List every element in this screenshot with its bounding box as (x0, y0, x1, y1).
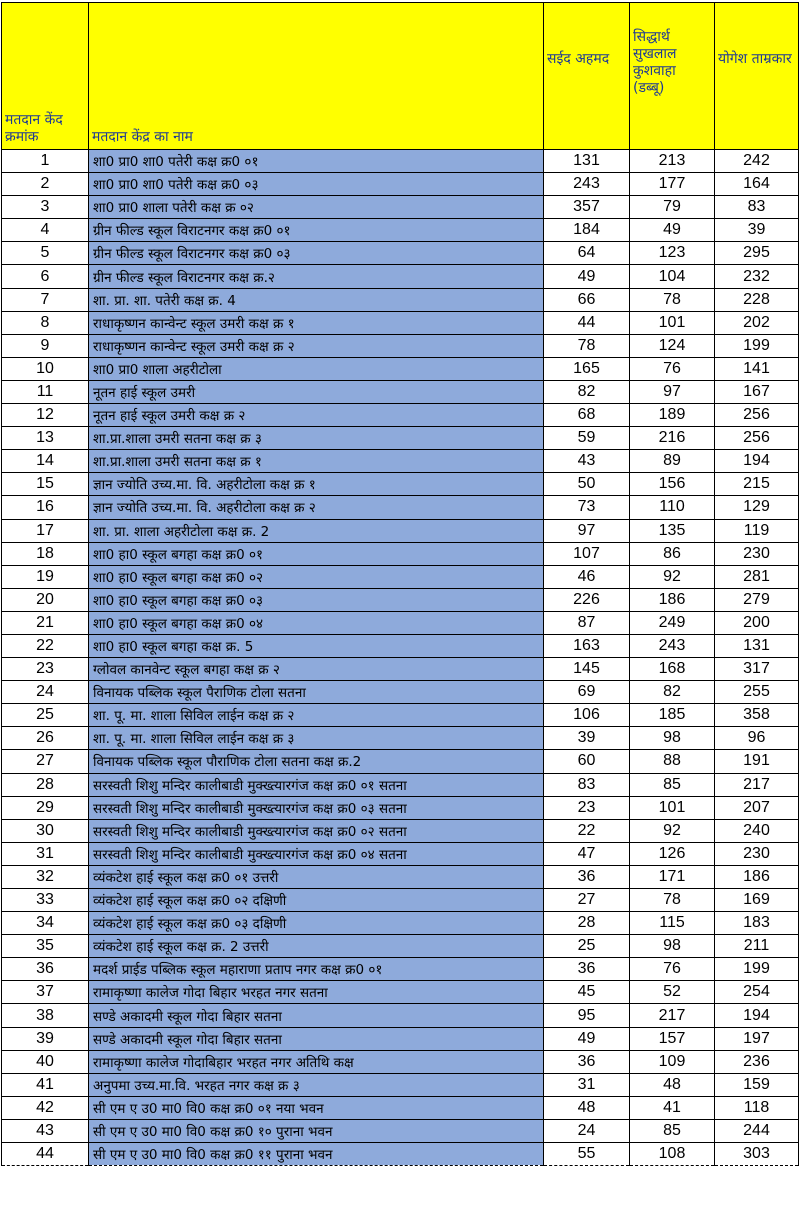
candidate-2-votes-cell: 89 (630, 450, 715, 473)
booth-number-cell: 38 (2, 1004, 89, 1027)
candidate-2-votes-cell: 124 (630, 334, 715, 357)
candidate-3-votes-cell: 358 (715, 704, 799, 727)
candidate-1-votes-cell: 39 (544, 727, 630, 750)
candidate-2-votes-cell: 216 (630, 427, 715, 450)
candidate-3-votes-cell: 228 (715, 288, 799, 311)
candidate-3-votes-cell: 164 (715, 173, 799, 196)
candidate-1-votes-cell: 36 (544, 958, 630, 981)
candidate-1-votes-cell: 27 (544, 889, 630, 912)
candidate-1-votes-cell: 78 (544, 334, 630, 357)
candidate-2-votes-cell: 104 (630, 265, 715, 288)
candidate-3-votes-cell: 230 (715, 842, 799, 865)
booth-number-cell: 10 (2, 357, 89, 380)
booth-number-cell: 1 (2, 150, 89, 173)
candidate-2-votes-cell: 101 (630, 796, 715, 819)
table-row (2, 288, 799, 311)
booth-name-cell: शा0 हा0 स्कूल बगहा कक्ष क्र. 5 (89, 634, 544, 657)
table-row (2, 357, 799, 380)
candidate-1-votes-cell: 43 (544, 450, 630, 473)
table-row (2, 935, 799, 958)
booth-name-cell: रामाकृष्णा कालेज गोदा बिहार भरहत नगर सतना (89, 981, 544, 1004)
candidate-3-votes-cell: 119 (715, 519, 799, 542)
booth-number-cell: 23 (2, 658, 89, 681)
booth-name-cell: नूतन हाई स्कूल उमरी (89, 380, 544, 403)
candidate-2-votes-cell: 108 (630, 1143, 715, 1166)
table-row (2, 865, 799, 888)
table-row (2, 819, 799, 842)
candidate-3-votes-cell: 199 (715, 334, 799, 357)
booth-number-cell: 33 (2, 889, 89, 912)
candidate-2-votes-cell: 156 (630, 473, 715, 496)
table-row (2, 912, 799, 935)
candidate-1-votes-cell: 36 (544, 865, 630, 888)
booth-name-cell: शा0 हा0 स्कूल बगहा कक्ष क्र0 ०३ (89, 588, 544, 611)
table-row (2, 981, 799, 1004)
candidate-2-votes-cell: 115 (630, 912, 715, 935)
table-row (2, 658, 799, 681)
header-row (2, 3, 799, 150)
candidate-2-votes-cell: 185 (630, 704, 715, 727)
booth-number-cell: 29 (2, 796, 89, 819)
table-row (2, 1119, 799, 1142)
booth-name-cell: शा0 हा0 स्कूल बगहा कक्ष क्र0 ०२ (89, 565, 544, 588)
table-row (2, 334, 799, 357)
candidate-1-votes-cell: 44 (544, 311, 630, 334)
table-row (2, 681, 799, 704)
candidate-3-votes-cell: 217 (715, 773, 799, 796)
booth-number-cell: 21 (2, 611, 89, 634)
booth-number-cell: 44 (2, 1143, 89, 1166)
booth-name-cell: शा. प्रा. शा. पतेरी कक्ष क्र. 4 (89, 288, 544, 311)
booth-number-cell: 39 (2, 1027, 89, 1050)
header-candidate-3: योगेश ताम्रकार (715, 3, 799, 150)
booth-name-cell: विनायक पब्लिक स्कूल पैराणिक टोला सतना (89, 681, 544, 704)
candidate-2-votes-cell: 78 (630, 288, 715, 311)
booth-name-cell: ग्रीन फील्ड स्कूल विराटनगर कक्ष क्र0 ०३ (89, 242, 544, 265)
booth-name-cell: राधाकृष्णन कान्वेन्ट स्कूल उमरी कक्ष क्र २ (89, 334, 544, 357)
candidate-2-votes-cell: 177 (630, 173, 715, 196)
booth-number-cell: 14 (2, 450, 89, 473)
table-row (2, 1073, 799, 1096)
booth-name-cell: रामाकृष्णा कालेज गोदाबिहार भरहत नगर अतिथि कक्ष (89, 1050, 544, 1073)
candidate-1-votes-cell: 60 (544, 750, 630, 773)
candidate-3-votes-cell: 129 (715, 496, 799, 519)
booth-name-cell: शा.प्रा.शाला उमरी सतना कक्ष क्र ३ (89, 427, 544, 450)
candidate-3-votes-cell: 279 (715, 588, 799, 611)
booth-number-cell: 6 (2, 265, 89, 288)
booth-name-cell: ग्रीन फील्ड स्कूल विराटनगर कक्ष क्र.२ (89, 265, 544, 288)
candidate-2-votes-cell: 86 (630, 542, 715, 565)
table-body (2, 150, 799, 1166)
booth-name-cell: सण्डे अकादमी स्कूल गोदा बिहार सतना (89, 1027, 544, 1050)
table-row (2, 958, 799, 981)
table-row (2, 473, 799, 496)
table-row (2, 1050, 799, 1073)
table-row (2, 542, 799, 565)
candidate-2-votes-cell: 186 (630, 588, 715, 611)
candidate-2-votes-cell: 101 (630, 311, 715, 334)
booth-name-cell: सी एम ए उ0 मा0 वि0 कक्ष क्र0 ११ पुराना भवन (89, 1143, 544, 1166)
candidate-2-votes-cell: 49 (630, 219, 715, 242)
booth-name-cell: शा0 प्रा0 शाला पतेरी कक्ष क्र ०२ (89, 196, 544, 219)
candidate-1-votes-cell: 25 (544, 935, 630, 958)
candidate-3-votes-cell: 199 (715, 958, 799, 981)
candidate-3-votes-cell: 194 (715, 1004, 799, 1027)
candidate-2-votes-cell: 110 (630, 496, 715, 519)
candidate-3-votes-cell: 256 (715, 427, 799, 450)
candidate-2-votes-cell: 98 (630, 935, 715, 958)
candidate-3-votes-cell: 317 (715, 658, 799, 681)
candidate-3-votes-cell: 244 (715, 1119, 799, 1142)
booth-number-cell: 30 (2, 819, 89, 842)
booth-name-cell: सण्डे अकादमी स्कूल गोदा बिहार सतना (89, 1004, 544, 1027)
candidate-2-votes-cell: 135 (630, 519, 715, 542)
candidate-3-votes-cell: 191 (715, 750, 799, 773)
candidate-1-votes-cell: 64 (544, 242, 630, 265)
candidate-2-votes-cell: 85 (630, 1119, 715, 1142)
booth-number-cell: 9 (2, 334, 89, 357)
table-row (2, 1143, 799, 1166)
candidate-2-votes-cell: 126 (630, 842, 715, 865)
candidate-1-votes-cell: 73 (544, 496, 630, 519)
header-candidate-2: सिद्धार्थ सुखलाल कुशवाहा (डब्बू) (630, 3, 715, 150)
candidate-1-votes-cell: 131 (544, 150, 630, 173)
candidate-3-votes-cell: 255 (715, 681, 799, 704)
table-row (2, 173, 799, 196)
booth-number-cell: 15 (2, 473, 89, 496)
candidate-3-votes-cell: 281 (715, 565, 799, 588)
booth-number-cell: 35 (2, 935, 89, 958)
candidate-2-votes-cell: 157 (630, 1027, 715, 1050)
candidate-1-votes-cell: 23 (544, 796, 630, 819)
booth-name-cell: शा0 प्रा0 शा0 पतेरी कक्ष क्र0 ०१ (89, 150, 544, 173)
booth-name-cell: अनुपमा उच्य.मा.वि. भरहत नगर कक्ष क्र ३ (89, 1073, 544, 1096)
booth-name-cell: ज्ञान ज्योति उच्य.मा. वि. अहरीटोला कक्ष क्र २ (89, 496, 544, 519)
booth-number-cell: 2 (2, 173, 89, 196)
booth-number-cell: 27 (2, 750, 89, 773)
booth-number-cell: 18 (2, 542, 89, 565)
candidate-3-votes-cell: 159 (715, 1073, 799, 1096)
booth-name-cell: शा. पू. मा. शाला सिविल लाईन कक्ष क्र ३ (89, 727, 544, 750)
candidate-2-votes-cell: 92 (630, 819, 715, 842)
candidate-2-votes-cell: 88 (630, 750, 715, 773)
booth-number-cell: 26 (2, 727, 89, 750)
candidate-2-votes-cell: 76 (630, 357, 715, 380)
table-row (2, 311, 799, 334)
candidate-3-votes-cell: 202 (715, 311, 799, 334)
candidate-1-votes-cell: 59 (544, 427, 630, 450)
booth-name-cell: शा.प्रा.शाला उमरी सतना कक्ष क्र १ (89, 450, 544, 473)
booth-name-cell: व्यंकटेश हाई स्कूल कक्ष क्र0 ०१ उत्तरी (89, 865, 544, 888)
candidate-1-votes-cell: 97 (544, 519, 630, 542)
candidate-3-votes-cell: 230 (715, 542, 799, 565)
booth-name-cell: मदर्श प्राईड पब्लिक स्कूल महाराणा प्रताप नगर कक्ष क्र0 ०१ (89, 958, 544, 981)
booth-name-cell: शा. प्रा. शाला अहरीटोला कक्ष क्र. 2 (89, 519, 544, 542)
table-row (2, 496, 799, 519)
booth-name-cell: ग्रीन फील्ड स्कूल विराटनगर कक्ष क्र0 ०१ (89, 219, 544, 242)
booth-name-cell: विनायक पब्लिक स्कूल पौराणिक टोला सतना कक्ष क्र.2 (89, 750, 544, 773)
candidate-2-votes-cell: 41 (630, 1096, 715, 1119)
candidate-1-votes-cell: 145 (544, 658, 630, 681)
table-row (2, 219, 799, 242)
booth-number-cell: 7 (2, 288, 89, 311)
table-row (2, 404, 799, 427)
booth-name-cell: सरस्वती शिशु मन्दिर कालीबाडी मुक्ख्त्यारगंज कक्ष क्र0 ०३ सतना (89, 796, 544, 819)
candidate-2-votes-cell: 92 (630, 565, 715, 588)
booth-number-cell: 37 (2, 981, 89, 1004)
booth-number-cell: 19 (2, 565, 89, 588)
booth-name-cell: सी एम ए उ0 मा0 वि0 कक्ष क्र0 ०१ नया भवन (89, 1096, 544, 1119)
candidate-2-votes-cell: 98 (630, 727, 715, 750)
candidate-3-votes-cell: 211 (715, 935, 799, 958)
table-row (2, 842, 799, 865)
candidate-1-votes-cell: 226 (544, 588, 630, 611)
candidate-2-votes-cell: 82 (630, 681, 715, 704)
table-row (2, 150, 799, 173)
candidate-3-votes-cell: 240 (715, 819, 799, 842)
candidate-1-votes-cell: 46 (544, 565, 630, 588)
candidate-3-votes-cell: 236 (715, 1050, 799, 1073)
candidate-2-votes-cell: 249 (630, 611, 715, 634)
candidate-3-votes-cell: 167 (715, 380, 799, 403)
candidate-3-votes-cell: 207 (715, 796, 799, 819)
booth-name-cell: नूतन हाई स्कूल उमरी कक्ष क्र २ (89, 404, 544, 427)
booth-number-cell: 5 (2, 242, 89, 265)
booth-number-cell: 43 (2, 1119, 89, 1142)
table-row (2, 450, 799, 473)
table-row (2, 242, 799, 265)
table-row (2, 265, 799, 288)
booth-name-cell: व्यंकटेश हाई स्कूल कक्ष क्र0 ०२ दक्षिणी (89, 889, 544, 912)
candidate-2-votes-cell: 97 (630, 380, 715, 403)
booth-name-cell: सरस्वती शिशु मन्दिर कालीबाडी मुक्ख्त्यारगंज कक्ष क्र0 ०१ सतना (89, 773, 544, 796)
booth-number-cell: 25 (2, 704, 89, 727)
table-row (2, 1004, 799, 1027)
table-row (2, 704, 799, 727)
booth-number-cell: 40 (2, 1050, 89, 1073)
booth-name-cell: शा0 हा0 स्कूल बगहा कक्ष क्र0 ०४ (89, 611, 544, 634)
candidate-2-votes-cell: 48 (630, 1073, 715, 1096)
candidate-3-votes-cell: 295 (715, 242, 799, 265)
booth-number-cell: 41 (2, 1073, 89, 1096)
table-row (2, 565, 799, 588)
candidate-3-votes-cell: 118 (715, 1096, 799, 1119)
candidate-1-votes-cell: 48 (544, 1096, 630, 1119)
candidate-1-votes-cell: 184 (544, 219, 630, 242)
table-row (2, 196, 799, 219)
booth-number-cell: 42 (2, 1096, 89, 1119)
header-booth-no: मतदान केंद क्रमांक (2, 3, 89, 150)
candidate-1-votes-cell: 165 (544, 357, 630, 380)
header-booth-name: मतदान केंद्र का नाम (89, 3, 544, 150)
booth-name-cell: शा0 हा0 स्कूल बगहा कक्ष क्र0 ०१ (89, 542, 544, 565)
candidate-2-votes-cell: 85 (630, 773, 715, 796)
booth-name-cell: सरस्वती शिशु मन्दिर कालीबाडी मुक्ख्त्यारगंज कक्ष क्र0 ०४ सतना (89, 842, 544, 865)
table-row (2, 427, 799, 450)
booth-name-cell: शा0 प्रा0 शा0 पतेरी कक्ष क्र0 ०३ (89, 173, 544, 196)
booth-number-cell: 20 (2, 588, 89, 611)
candidate-1-votes-cell: 106 (544, 704, 630, 727)
candidate-1-votes-cell: 24 (544, 1119, 630, 1142)
candidate-1-votes-cell: 107 (544, 542, 630, 565)
candidate-1-votes-cell: 36 (544, 1050, 630, 1073)
candidate-1-votes-cell: 55 (544, 1143, 630, 1166)
table-row (2, 1096, 799, 1119)
booth-number-cell: 22 (2, 634, 89, 657)
booth-number-cell: 28 (2, 773, 89, 796)
candidate-3-votes-cell: 39 (715, 219, 799, 242)
candidate-1-votes-cell: 22 (544, 819, 630, 842)
table-row (2, 750, 799, 773)
candidate-3-votes-cell: 197 (715, 1027, 799, 1050)
candidate-1-votes-cell: 69 (544, 681, 630, 704)
table-row (2, 519, 799, 542)
candidate-2-votes-cell: 217 (630, 1004, 715, 1027)
candidate-2-votes-cell: 78 (630, 889, 715, 912)
booth-name-cell: शा. पू. मा. शाला सिविल लाईन कक्ष क्र २ (89, 704, 544, 727)
booth-number-cell: 31 (2, 842, 89, 865)
booth-number-cell: 36 (2, 958, 89, 981)
candidate-3-votes-cell: 83 (715, 196, 799, 219)
candidate-1-votes-cell: 87 (544, 611, 630, 634)
booth-name-cell: व्यंकटेश हाई स्कूल कक्ष क्र0 ०३ दक्षिणी (89, 912, 544, 935)
candidate-1-votes-cell: 50 (544, 473, 630, 496)
results-table (1, 2, 799, 1166)
candidate-3-votes-cell: 141 (715, 357, 799, 380)
booth-number-cell: 8 (2, 311, 89, 334)
candidate-3-votes-cell: 186 (715, 865, 799, 888)
candidate-2-votes-cell: 171 (630, 865, 715, 888)
table-row (2, 796, 799, 819)
candidate-2-votes-cell: 243 (630, 634, 715, 657)
candidate-3-votes-cell: 131 (715, 634, 799, 657)
booth-name-cell: ज्ञान ज्योति उच्य.मा. वि. अहरीटोला कक्ष क्र १ (89, 473, 544, 496)
booth-name-cell: शा0 प्रा0 शाला अहरीटोला (89, 357, 544, 380)
header-candidate-1: सईद अहमद (544, 3, 630, 150)
candidate-1-votes-cell: 28 (544, 912, 630, 935)
table-row (2, 727, 799, 750)
table-row (2, 611, 799, 634)
candidate-2-votes-cell: 123 (630, 242, 715, 265)
booth-name-cell: सी एम ए उ0 मा0 वि0 कक्ष क्र0 १० पुराना भवन (89, 1119, 544, 1142)
candidate-3-votes-cell: 254 (715, 981, 799, 1004)
table-row (2, 889, 799, 912)
booth-number-cell: 3 (2, 196, 89, 219)
booth-number-cell: 17 (2, 519, 89, 542)
table-row (2, 1027, 799, 1050)
booth-name-cell: सरस्वती शिशु मन्दिर कालीबाडी मुक्ख्त्यारगंज कक्ष क्र0 ०२ सतना (89, 819, 544, 842)
booth-name-cell: ग्लोवल कानवेन्ट स्कूल बगहा कक्ष क्र २ (89, 658, 544, 681)
candidate-1-votes-cell: 66 (544, 288, 630, 311)
candidate-3-votes-cell: 194 (715, 450, 799, 473)
table-row (2, 773, 799, 796)
booth-name-cell: व्यंकटेश हाई स्कूल कक्ष क्र. 2 उत्तरी (89, 935, 544, 958)
candidate-3-votes-cell: 183 (715, 912, 799, 935)
candidate-1-votes-cell: 83 (544, 773, 630, 796)
candidate-3-votes-cell: 303 (715, 1143, 799, 1166)
candidate-3-votes-cell: 96 (715, 727, 799, 750)
candidate-3-votes-cell: 200 (715, 611, 799, 634)
candidate-2-votes-cell: 168 (630, 658, 715, 681)
booth-number-cell: 4 (2, 219, 89, 242)
booth-number-cell: 11 (2, 380, 89, 403)
candidate-2-votes-cell: 213 (630, 150, 715, 173)
candidate-3-votes-cell: 256 (715, 404, 799, 427)
candidate-1-votes-cell: 49 (544, 1027, 630, 1050)
booth-number-cell: 13 (2, 427, 89, 450)
candidate-1-votes-cell: 49 (544, 265, 630, 288)
booth-number-cell: 12 (2, 404, 89, 427)
candidate-1-votes-cell: 82 (544, 380, 630, 403)
candidate-1-votes-cell: 45 (544, 981, 630, 1004)
candidate-1-votes-cell: 243 (544, 173, 630, 196)
candidate-1-votes-cell: 95 (544, 1004, 630, 1027)
table-row (2, 634, 799, 657)
candidate-2-votes-cell: 79 (630, 196, 715, 219)
booth-number-cell: 16 (2, 496, 89, 519)
table-row (2, 588, 799, 611)
candidate-1-votes-cell: 31 (544, 1073, 630, 1096)
candidate-2-votes-cell: 109 (630, 1050, 715, 1073)
candidate-3-votes-cell: 215 (715, 473, 799, 496)
candidate-1-votes-cell: 47 (544, 842, 630, 865)
candidate-2-votes-cell: 76 (630, 958, 715, 981)
candidate-2-votes-cell: 52 (630, 981, 715, 1004)
candidate-1-votes-cell: 357 (544, 196, 630, 219)
booth-name-cell: राधाकृष्णन कान्वेन्ट स्कूल उमरी कक्ष क्र १ (89, 311, 544, 334)
candidate-3-votes-cell: 169 (715, 889, 799, 912)
candidate-1-votes-cell: 68 (544, 404, 630, 427)
booth-number-cell: 32 (2, 865, 89, 888)
table-row (2, 380, 799, 403)
candidate-1-votes-cell: 163 (544, 634, 630, 657)
booth-number-cell: 24 (2, 681, 89, 704)
candidate-3-votes-cell: 242 (715, 150, 799, 173)
booth-number-cell: 34 (2, 912, 89, 935)
candidate-3-votes-cell: 232 (715, 265, 799, 288)
candidate-2-votes-cell: 189 (630, 404, 715, 427)
